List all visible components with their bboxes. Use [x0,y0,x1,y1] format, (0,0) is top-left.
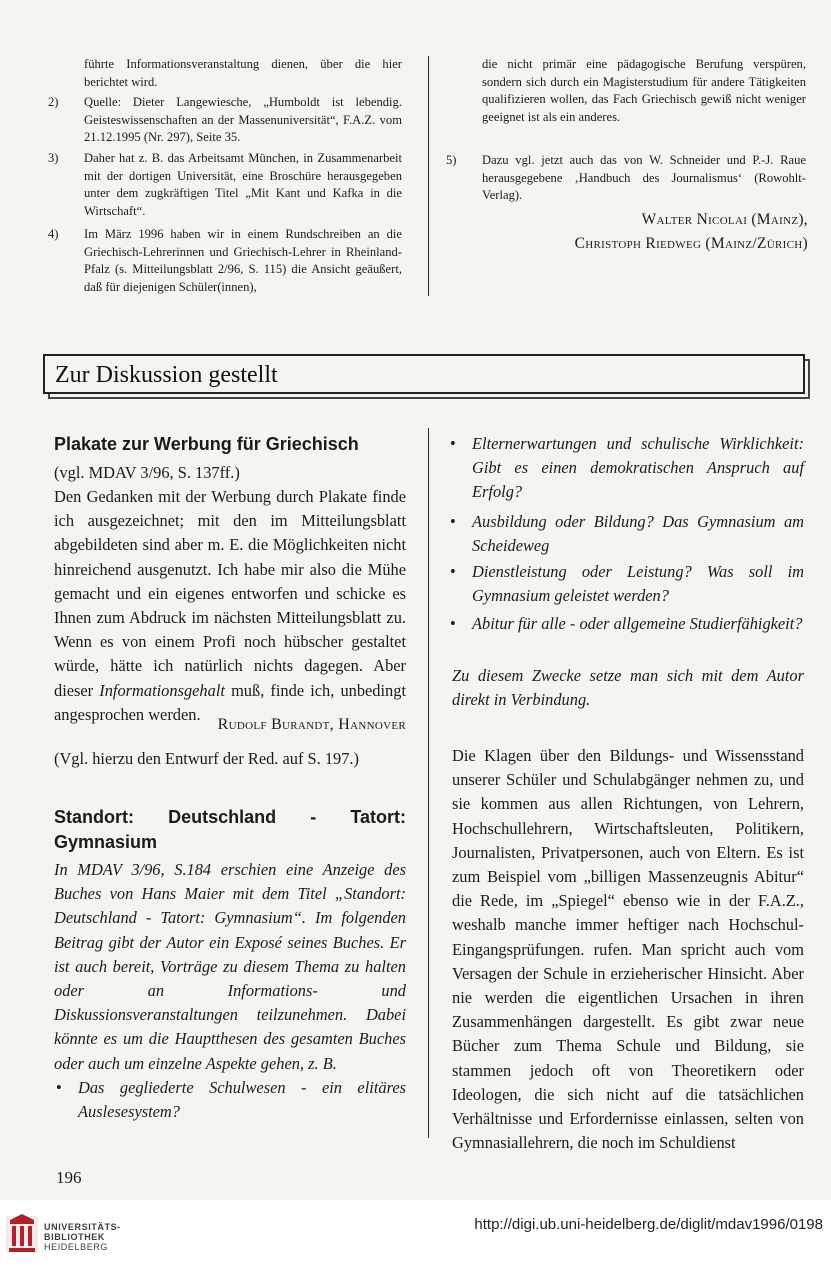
logo-line-3: HEIDELBERG [44,1242,109,1252]
page-number: 196 [56,1168,82,1187]
bullet-dot: • [56,1078,62,1097]
article1-heading: Plakate zur Werbung für Griechisch [54,434,359,454]
library-logo-text [44,1222,121,1252]
article2-closing: Zu diesem Zwecke setze man sich mit dem Autor direkt in Verbindung. [452,666,804,710]
column-divider-top [428,56,429,296]
article1-note: (Vgl. hierzu den Entwurf der Red. auf S. 197.) [54,749,359,768]
article2-heading: Standort: Deutschland - Tatort: Gymnasium [54,807,406,852]
section-banner [43,354,805,394]
article1-body-post: muß, finde ich, unbedingt angesprochen werden. [54,680,406,724]
bullet-dot: • [450,562,456,581]
article2-bullet: • Das gegliederte Schulwesen - ein elitäres Auslesesystem? [56,1078,406,1122]
article1-author: Rudolf Burandt, Hannover [217,716,406,733]
bullet-dot: • [450,512,456,531]
article2-bullet: • Elternerwartungen und schulische Wirklichkeit: Gibt es einen demokratischen Anspruch auf Erfolg? [450,434,804,502]
article1-body [54,485,406,727]
library-logo-icon [6,1210,38,1258]
source-url-link[interactable]: http://digi.ub.uni-heidelberg.de/diglit/mdav1996/0198 [474,1216,823,1233]
article2-bullet: • Dienstleistung oder Leistung? Was soll im Gymnasium geleistet werden? [450,562,804,606]
column-divider-main [428,428,429,1138]
article1-body-pre: Den Gedanken mit der Werbung durch Plakate finde ich ausgezeichnet; mit den im Mitteilungsblatt abgebildeten sind aber m. E. die Möglichkeiten nicht hinreichend ausgenutzt. Ich habe mir also die Mühe gemacht und ein eigenes entworfen und schicke es Ihnen zum Abdruck im nächsten Mitteilungsblatt zu. Wenn es von einem Profi noch hübscher gestaltet würde, hätte ich natürlich nichts dagegen. Aber dieser [54,487,406,700]
bullet-dot: • [450,434,456,453]
article2-bullet: • Abitur für alle - oder allgemeine Studierfähigkeit? [450,612,804,662]
article1-body-emphasis: Informationsgehalt [99,680,225,700]
logo-line-1: UNIVERSITÄTS- [44,1222,121,1232]
signature-top-line1: Walter Nicolai (Mainz), [641,211,808,228]
logo-line-2: BIBLIOTHEK [44,1232,105,1242]
section-title: Zur Diskussion gestellt [55,362,278,388]
article2-body: Die Klagen über den Bildungs- und Wissensstand unserer Schüler und Schulabgänger nehmen zu, und sie kommen aus allen Richtungen, von Lehrern, Hochschullehrern, Wirtschaftsleuten, Politikern, Journalisten, Privatpersonen, auch von Eltern. Es ist zum Beispiel vom „billigen Massenzeugnis Abitur“ die Rede, im „Spiegel“ ebenso wie in der F.A.Z., weshalb manche immer heftiger nach Hochschul-Eingangsprüfungen. rufen. Man spricht auch vom Versagen der Schule in erzieherischer Hinsicht. Aber nie werden die eigentlichen Ursachen in ihren Zusammenhängen dargestellt. Es gibt zwar neue Bücher zum Thema Schule und Bildung, sie stammen jedoch oft von Theoretikern oder Ideologen, die sich nicht auf die tatsächlichen Verhältnisse und Erfordernisse einlassen, selten von Gymnasiallehrern, die noch im Schuldienst [452,746,804,1153]
signature-top [440,208,808,256]
footer-bar [0,1200,831,1267]
signature-top-line2: Christoph Riedweg (Mainz/Zürich) [574,235,808,252]
article1-ref: (vgl. MDAV 3/96, S. 137ff.) [54,463,240,482]
bullet-dot: • [450,614,456,633]
article2-bullet: • Ausbildung oder Bildung? Das Gymnasium am Scheideweg [450,512,804,556]
article2-intro: In MDAV 3/96, S.184 erschien eine Anzeige des Buches von Hans Maier mit dem Titel „Standort: Deutschland - Tatort: Gymnasium“. Im folgenden Beitrag gibt der Autor ein Exposé seines Buches. Er ist auch bereit, Vorträge zu diesem Thema zu halten oder an Informations- und Diskussionsveranstaltungen teilzunehmen. Dabei könnte es um die Hauptthesen des gesamten Buches oder auch um einzelne Aspekte gehen, z. B. [54,860,406,1073]
